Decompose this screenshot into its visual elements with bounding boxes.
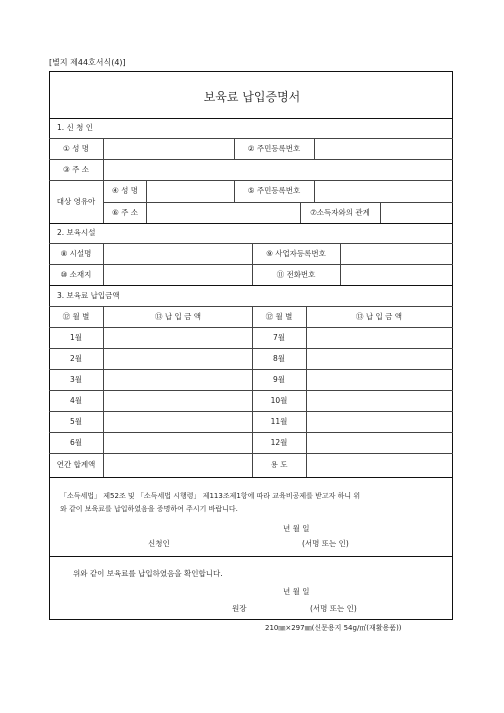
amount-field-feb[interactable] [104, 349, 251, 368]
section-heading-payment: 3. 보육료 납입금액 [57, 291, 120, 300]
divider [252, 306, 253, 477]
infant-name-field[interactable] [147, 181, 233, 201]
relation-field[interactable] [381, 203, 452, 222]
infant-rrn-field[interactable] [315, 181, 452, 201]
month-cell: 11월 [270, 417, 288, 426]
month-cell: 8월 [272, 354, 286, 363]
month-cell: 1월 [69, 333, 83, 342]
month-cell: 2월 [69, 354, 83, 363]
month-cell: 9월 [272, 375, 286, 384]
amount-field-jan[interactable] [104, 328, 251, 347]
facility-name-field[interactable] [104, 244, 251, 263]
applicant-label: 신청인 [148, 539, 170, 548]
facility-name-label: ⑧ 시설명 [60, 249, 92, 258]
column-header-month-2: ⑫ 월 별 [265, 312, 293, 321]
infant-label: 대상 영유아 [56, 197, 96, 206]
declaration-text-line1: 「소득세법」 제52조 및 「소득세법 시행령」 제113조제1항에 따라 교육비공제를 받고자 하니 위 [60, 492, 361, 500]
month-cell: 4월 [69, 396, 83, 405]
month-cell: 6월 [69, 438, 83, 447]
business-no-field[interactable] [341, 244, 452, 263]
address-label: ③ 주 소 [63, 165, 89, 174]
infant-rrn-label: ⑤ 주민등록번호 [247, 186, 301, 195]
declaration-text-line2: 와 같이 보육료를 납입하였음을 증명하여 주시기 바랍니다. [60, 505, 238, 513]
confirmation-text: 위와 같이 보육료를 납입하였음을 확인합니다. [73, 569, 223, 578]
infant-address-label: ⑥ 주 소 [112, 208, 138, 217]
divider [49, 223, 453, 224]
annual-total-field[interactable] [104, 454, 251, 476]
month-cell: 12월 [270, 438, 288, 447]
location-label: ⑩ 소재지 [60, 270, 92, 279]
business-no-label: ⑨ 사업자등록번호 [266, 249, 326, 258]
section-heading-applicant: 1. 신 청 인 [57, 123, 94, 132]
amount-field-may[interactable] [104, 412, 251, 431]
phone-field[interactable] [341, 265, 452, 284]
phone-label: ⑪ 전화번호 [276, 270, 316, 279]
director-signature: (서명 또는 인) [310, 604, 357, 613]
paper-spec-footer: 210㎜×297㎜(신문용지 54g/㎡(재활용품)) [265, 624, 402, 632]
amount-field-sep[interactable] [307, 370, 452, 389]
name-label: ① 성 명 [63, 144, 89, 153]
section-heading-facility: 2. 보육시설 [57, 228, 96, 237]
divider [49, 556, 453, 557]
column-header-amount-2: ⑬ 납 입 금 액 [355, 312, 403, 321]
amount-field-oct[interactable] [307, 391, 452, 410]
divider [49, 118, 453, 119]
form-number-label: [별지 제44호서식(4)] [49, 58, 126, 67]
applicant-signature: (서명 또는 인) [302, 539, 349, 548]
divider [234, 138, 235, 159]
amount-field-aug[interactable] [307, 349, 452, 368]
declaration-date: 년 월 일 [283, 524, 310, 533]
amount-field-mar[interactable] [104, 370, 251, 389]
divider [300, 202, 301, 223]
usage-label: 용 도 [270, 460, 288, 469]
usage-field[interactable] [307, 454, 452, 476]
divider [49, 477, 453, 478]
rrn-field[interactable] [315, 139, 452, 158]
annual-total-label: 연간 합계액 [56, 460, 96, 469]
amount-field-dec[interactable] [307, 433, 452, 452]
infant-name-label: ④ 성 명 [112, 186, 138, 195]
location-field[interactable] [104, 265, 251, 284]
address-field[interactable] [104, 160, 452, 179]
divider [49, 285, 453, 286]
month-cell: 10월 [270, 396, 288, 405]
column-header-month: ⑫ 월 별 [62, 312, 90, 321]
amount-field-jun[interactable] [104, 433, 251, 452]
amount-field-jul[interactable] [307, 328, 452, 347]
rrn-label: ② 주민등록번호 [247, 144, 301, 153]
divider [49, 306, 453, 307]
column-header-amount: ⑬ 납 입 금 액 [154, 312, 202, 321]
divider [252, 243, 253, 285]
infant-address-field[interactable] [147, 203, 299, 222]
month-cell: 7월 [272, 333, 286, 342]
name-field[interactable] [104, 139, 233, 158]
month-cell: 3월 [69, 375, 83, 384]
page-title: 보육료 납입증명서 [203, 90, 301, 104]
month-cell: 5월 [69, 417, 83, 426]
director-label: 원장 [232, 604, 247, 613]
relation-label: ⑦소득자와의 관계 [310, 208, 370, 217]
divider [234, 180, 235, 202]
amount-field-apr[interactable] [104, 391, 251, 410]
amount-field-nov[interactable] [307, 412, 452, 431]
confirmation-date: 년 월 일 [283, 587, 310, 596]
